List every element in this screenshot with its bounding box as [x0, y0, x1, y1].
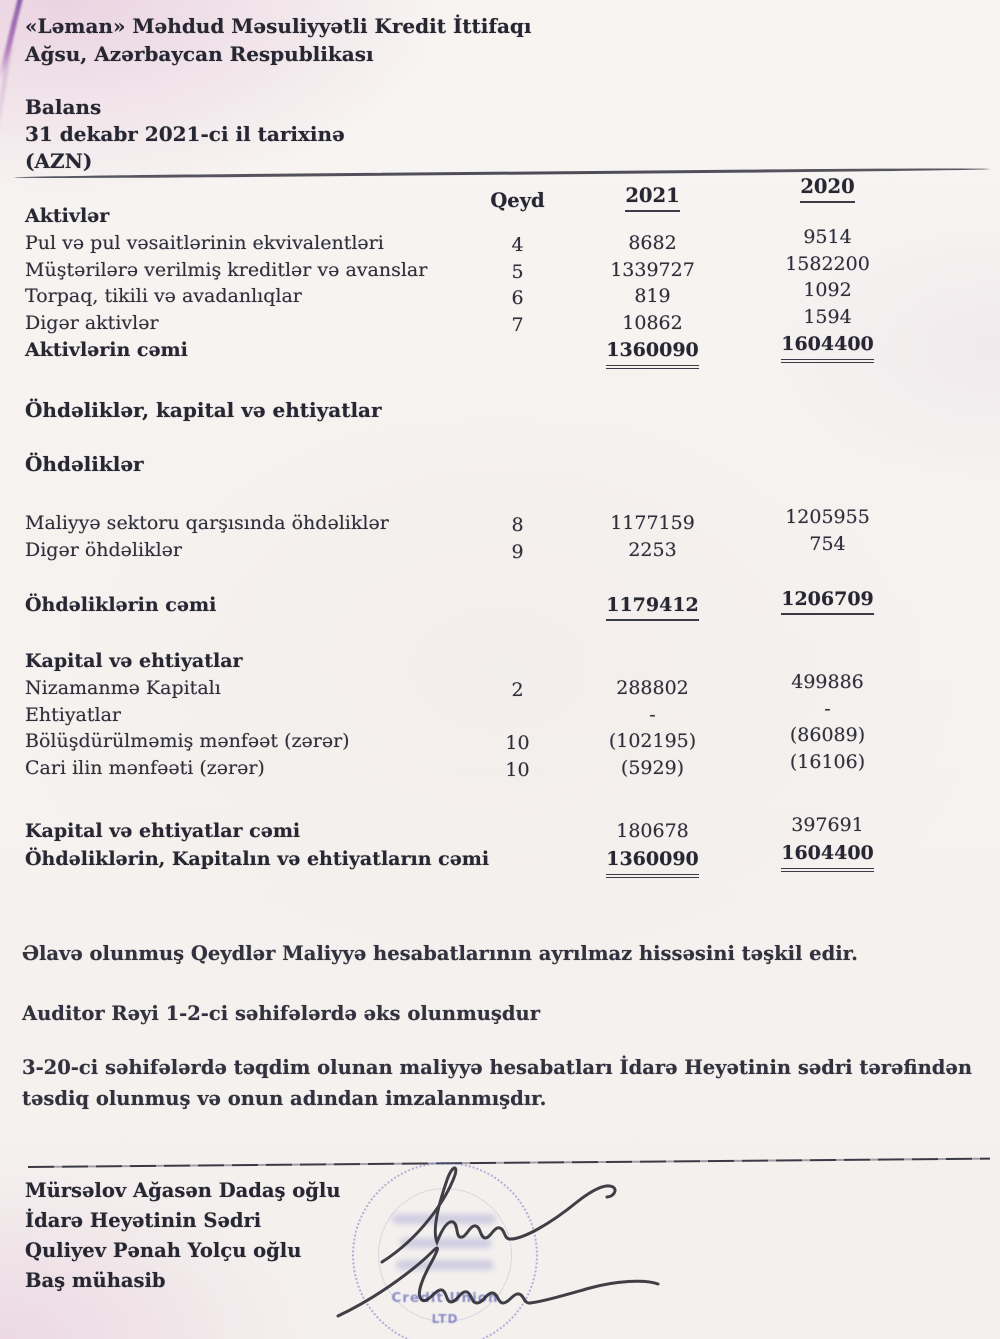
row-2021: 1339727 — [610, 258, 695, 281]
row-2021: 10862 — [622, 312, 683, 335]
signatory-name: Mürsəlov Ağasən Dadaş oğlu — [25, 1179, 341, 1202]
liabilities-section-title: Öhdəliklər — [25, 452, 144, 476]
note-paragraph: Əlavə olunmuş Qeydlər Maliyyə hesabatlarının ayrılmaz hissəsini təşkil edir. — [22, 942, 858, 965]
company-location: Ağsu, Azərbaycan Respublikası — [25, 42, 374, 66]
row-2020: (86089) — [789, 724, 866, 747]
column-header-2021: 2021 — [625, 183, 679, 212]
row-note: 9 — [511, 540, 524, 563]
row-2021: - — [649, 703, 656, 726]
row-2021: 819 — [634, 285, 671, 308]
row-note: 7 — [511, 314, 524, 337]
table-total-row — [25, 588, 975, 621]
row-note: 10 — [505, 759, 530, 782]
liabilities-equity-header: Öhdəliklər, kapital və ehtiyatlar — [25, 398, 382, 422]
report-date: 31 dekabr 2021-ci il tarixinə — [25, 122, 345, 146]
signatories-block — [25, 1176, 341, 1296]
row-2020: 1205955 — [785, 506, 870, 528]
row-label: Maliyyə sektoru qarşısında öhdəliklər — [25, 512, 389, 534]
total-2020: 1604400 — [781, 331, 874, 363]
row-label: Ehtiyatlar — [25, 703, 122, 726]
total-2020: 1206709 — [781, 586, 874, 615]
row-label: Pul və pul vəsaitlərinin ekvivalentləri — [25, 231, 384, 254]
row-note: 6 — [511, 287, 524, 310]
total-label: Aktivlərin cəmi — [25, 338, 188, 361]
row-2020: - — [824, 697, 831, 720]
row-2020: 9514 — [803, 225, 852, 248]
liabilities-total — [25, 588, 975, 621]
total-2021: 180678 — [616, 820, 689, 842]
row-2021: 1177159 — [610, 512, 695, 534]
stamp-text: LTD — [431, 1312, 459, 1326]
row-label: Cari ilin mənfəəti (zərər) — [25, 757, 265, 780]
column-header-2020: 2020 — [800, 174, 854, 203]
row-2020: 1092 — [803, 279, 852, 302]
row-2020: 1594 — [803, 306, 852, 329]
section-title: Kapital və ehtiyatlar — [25, 650, 243, 672]
row-note: 5 — [511, 260, 524, 283]
total-label: Öhdəliklərin, Kapitalın və ehtiyatların cəmi — [25, 848, 490, 870]
total-label: Öhdəliklərin cəmi — [25, 594, 217, 616]
total-2021: 1179412 — [606, 592, 699, 621]
row-2021: 2253 — [628, 538, 677, 561]
row-note: 10 — [505, 732, 530, 755]
assets-section — [25, 203, 975, 369]
row-label: Torpaq, tikili və avadanlıqlar — [25, 285, 302, 308]
row-note: 2 — [511, 678, 524, 701]
report-title: Balans — [25, 95, 102, 119]
total-2020: 1604400 — [781, 839, 874, 872]
company-stamp — [352, 1162, 538, 1339]
column-header-note: Qeyd — [490, 189, 545, 212]
section-title: Aktivlər — [25, 205, 110, 227]
row-2021: (102195) — [608, 730, 697, 753]
row-2020: 499886 — [791, 670, 864, 693]
row-2021: 8682 — [628, 231, 677, 254]
liabilities-rows — [25, 506, 975, 564]
stamp-text: Credit Union — [391, 1290, 499, 1306]
row-label: Digər öhdəliklər — [25, 538, 182, 561]
note-paragraph: Auditor Rəyi 1-2-ci səhifələrdə əks olunmuşdur — [22, 1002, 540, 1025]
equity-totals — [25, 814, 975, 878]
signatory-title: Baş mühasib — [25, 1269, 166, 1292]
table-total-row — [25, 842, 975, 878]
equity-section — [25, 648, 975, 782]
row-note: 4 — [511, 233, 524, 256]
row-2021: (5929) — [620, 757, 685, 780]
row-label: Nizamanmə Kapitalı — [25, 676, 221, 699]
row-label: Bölüşdürülməmiş mənfəət (zərər) — [25, 730, 350, 753]
row-label: Müştərilərə verilmiş kreditlər və avanslar — [25, 258, 428, 281]
report-currency: (AZN) — [25, 149, 93, 173]
report-title-block — [25, 94, 345, 175]
stamp-faint-text — [392, 1214, 496, 1224]
row-2020: (16106) — [789, 751, 866, 774]
note-paragraph: 3-20-ci səhifələrdə təqdim olunan maliyyə hesabatları İdarə Heyətinin sədri tərəfindən təsdiq olunmuş və onun adından imzalanmışdır. — [22, 1056, 973, 1110]
total-2020: 397691 — [791, 814, 864, 836]
document-header — [25, 12, 532, 68]
total-label: Kapital və ehtiyatlar cəmi — [25, 820, 301, 842]
total-2021: 1360090 — [606, 845, 699, 878]
table-row — [25, 751, 975, 782]
signatory-name: Quliyev Pənah Yolçu oğlu — [25, 1239, 302, 1262]
row-2020: 754 — [809, 532, 846, 555]
row-2021: 288802 — [616, 676, 689, 699]
table-total-row — [25, 332, 975, 369]
signatory-title: İdarə Heyətinin Sədri — [25, 1209, 262, 1232]
table-row — [25, 532, 975, 564]
row-label: Digər aktivlər — [25, 312, 159, 335]
total-2021: 1360090 — [606, 337, 699, 369]
row-note: 8 — [511, 514, 524, 536]
stamp-faint-text — [396, 1260, 494, 1270]
table-row — [25, 670, 975, 702]
company-name: «Ləman» Məhdud Məsuliyyətli Kredit İttifaqı — [25, 14, 532, 38]
row-2020: 1582200 — [785, 252, 870, 275]
stamp-faint-text — [400, 1238, 492, 1248]
